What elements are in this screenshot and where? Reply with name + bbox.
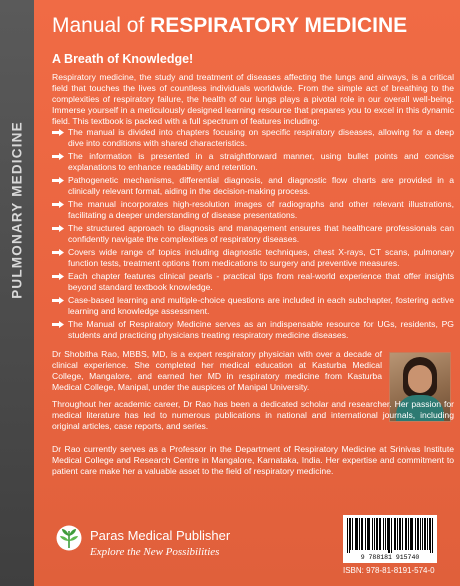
- feature-item: [52, 271, 454, 293]
- arrow-bullet-icon: [52, 177, 64, 184]
- arrow-bullet-icon: [52, 225, 64, 232]
- feature-item: [52, 151, 454, 173]
- feature-text: Covers wide range of topics including diagnostic techniques, chest X-rays, CT scans, pulmonary function tests, treatment options from medications to surgery and preventive measures.: [68, 247, 454, 268]
- feature-list: [52, 127, 454, 343]
- feature-text: The structured approach to diagnosis and management ensures that healthcare professionals can confidently navigate the complexities of respiratory diseases.: [68, 223, 454, 244]
- feature-text: Pathogenetic mechanisms, differential diagnosis, and diagnostic flow charts are provided in a clinically relevant format, aiding in the decision-making process.: [68, 175, 454, 196]
- author-current-role: Dr Rao currently serves as a Professor in the Department of Respiratory Medicine at Srinivas Institute Medical College and Research Centre in Mangalore, Karnataka, India. Her expertise and commitment to patient care make her a valuable asset to the field of respiratory medicine.: [52, 444, 454, 476]
- intro-paragraph: Respiratory medicine, the study and treatment of diseases affecting the lungs and airways, is a critical field that touches the lives of countless individuals worldwide. From the simple act of breathing to the complexities of respiratory failure, the health of our lungs plays a pivotal role in our overall well-being. Immerse yourself in a meticulously designed learning resource that prepares you to excel in this dynamic field. This textbook is packed with a full spectrum of features including:: [52, 72, 454, 126]
- arrow-bullet-icon: [52, 297, 64, 304]
- feature-text: The Manual of Respiratory Medicine serves as an indispensable resource for UGs, residents, PG students and practicing physicians treating respiratory medicine diseases.: [68, 319, 454, 340]
- feature-text: The manual incorporates high-resolution images of radiographs and other relevant illustrations, facilitating a deeper understanding of disease presentations.: [68, 199, 454, 220]
- feature-item: [52, 127, 454, 149]
- arrow-bullet-icon: [52, 273, 64, 280]
- book-title-prefix: Manual of: [52, 14, 151, 37]
- barcode-number: 9 788181 915740: [360, 554, 420, 561]
- arrow-bullet-icon: [52, 201, 64, 208]
- publisher-tagline: Explore the New Possibilities: [90, 546, 220, 558]
- publisher-logo-icon: [56, 524, 82, 552]
- spine-band: [0, 0, 34, 586]
- feature-text: The manual is divided into chapters focusing on specific respiratory diseases, allowing for a deep dive into conditions with shared characteristics.: [68, 127, 454, 148]
- feature-item: [52, 199, 454, 221]
- author-career: Throughout her academic career, Dr Rao has been a dedicated scholar and researcher. Her passion for medical literature has led to numerous publications in national and international journals, including original articles, case reports, and series.: [52, 399, 454, 431]
- spine-title: PULMONARY MEDICINE: [9, 121, 25, 299]
- arrow-bullet-icon: [52, 321, 64, 328]
- book-title: [52, 14, 452, 38]
- barcode-bars: [347, 518, 433, 553]
- book-title-main: RESPIRATORY MEDICINE: [150, 14, 408, 37]
- barcode: [343, 515, 437, 563]
- feature-item: [52, 319, 454, 341]
- feature-text: The information is presented in a straightforward manner, using bullet points and concise explanations to enhance readability and retention.: [68, 151, 454, 172]
- feature-text: Case-based learning and multiple-choice questions are included in each subchapter, fostering active learning and knowledge assessment.: [68, 295, 454, 316]
- author-bio: Dr Shobitha Rao, MBBS, MD, is a expert respiratory physician with over a decade of clinical experience. She completed her medical education at Kasturba Medical College, Mangalore, and earned her MD in respiratory medicine from Kasturba Medical College, Manipal, under the auspices of Manipal University.: [52, 349, 382, 392]
- feature-item: [52, 223, 454, 245]
- feature-item: [52, 175, 454, 197]
- arrow-bullet-icon: [52, 129, 64, 136]
- feature-item: [52, 295, 454, 317]
- isbn-label: ISBN: 978-81-8191-574-0: [343, 566, 435, 575]
- publisher-name: Paras Medical Publisher: [90, 528, 231, 543]
- arrow-bullet-icon: [52, 153, 64, 160]
- arrow-bullet-icon: [52, 249, 64, 256]
- feature-text: Each chapter features clinical pearls - practical tips from real-world experience that offer insights beyond standard textbook knowledge.: [68, 271, 454, 292]
- feature-item: [52, 247, 454, 269]
- book-tagline: A Breath of Knowledge!: [52, 52, 194, 66]
